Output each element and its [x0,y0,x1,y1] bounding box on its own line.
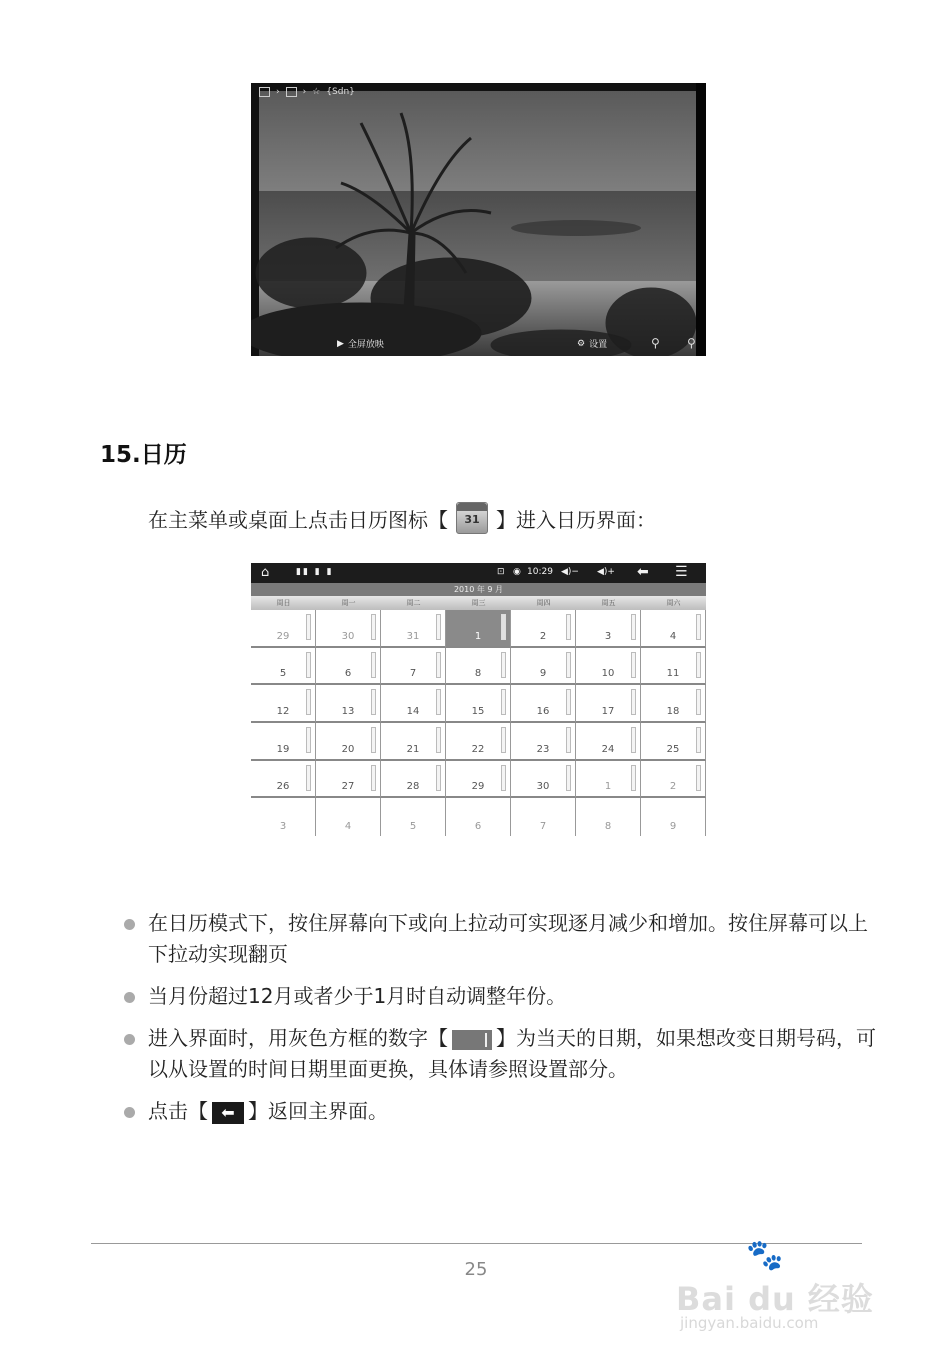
calendar-day-cell[interactable] [641,798,706,836]
calendar-day-cell[interactable] [381,648,446,686]
calendar-day-cell[interactable] [251,723,316,761]
calendar-day-cell[interactable] [641,685,706,723]
calendar-day-cell[interactable] [381,610,446,648]
calendar-day-cell[interactable] [576,798,641,836]
calendar-day-number: 7 [539,821,547,832]
calendar-day-cell[interactable] [511,798,576,836]
bullet-text: 当月份超过12月或者少于1月时自动调整年份。 [148,984,567,1008]
photo-bottom-bar [259,334,696,352]
bullet-icon [124,919,135,930]
calendar-day-number: 31 [406,630,420,642]
calendar-day-number: 15 [471,706,485,717]
calendar-day-cell[interactable] [511,761,576,799]
calendar-day-cell[interactable] [316,723,381,761]
photo-side-bar [696,83,706,356]
bullet-text-before: 点击【 [148,1099,208,1123]
page-number: 25 [464,1259,488,1280]
volume-down-button[interactable]: ◀)− [561,567,579,577]
calendar-day-cell[interactable] [446,723,511,761]
calendar-day-number: 16 [536,706,550,717]
calendar-day-number: 8 [474,668,482,680]
calendar-day-number: 11 [666,668,680,680]
calendar-day-cell[interactable] [381,685,446,723]
calendar-day-cell[interactable] [251,648,316,686]
calendar-day-number: 4 [669,630,677,642]
settings-label: 设置 [589,340,608,350]
calendar-day-number: 8 [604,821,612,832]
calendar-day-number: 12 [276,706,290,717]
calendar-day-cell[interactable] [316,610,381,648]
calendar-app-icon [456,502,488,534]
calendar-icon-number: 31 [464,513,480,526]
calendar-grid [251,610,706,836]
section-title: 15.日历 [100,442,187,468]
calendar-day-cell[interactable] [511,685,576,723]
weekday-label: 周五 [601,599,616,607]
bullet-icon [124,1107,135,1118]
home-icon[interactable] [259,87,270,97]
chevron-right-icon: › [276,87,280,97]
calendar-day-number: 29 [276,630,290,642]
calendar-day-number: 7 [409,668,417,680]
clock-icon: ◉ [513,567,521,577]
list-item [120,908,880,970]
weekday-label: 周日 [276,599,291,607]
calendar-day-cell[interactable] [251,610,316,648]
today-cell-icon [452,1030,492,1050]
notification-icons: ▮▮ ▮ ▮ [296,567,334,577]
month-header: 2010 年 9 月 [251,583,706,596]
back-icon[interactable]: ⬅ [637,564,649,580]
calendar-screenshot [251,563,706,836]
home-icon[interactable]: ⌂ [261,565,270,580]
calendar-day-cell[interactable] [381,723,446,761]
calendar-day-number: 1 [474,630,482,642]
calendar-day-cell[interactable] [641,761,706,799]
calendar-day-cell[interactable] [446,648,511,686]
calendar-day-cell[interactable] [576,610,641,648]
calendar-day-number: 25 [666,743,680,755]
zoom-out-icon[interactable]: ⚲ [651,336,660,350]
status-time: 10:29 [527,567,553,577]
calendar-day-number: 2 [539,630,547,642]
calendar-day-cell[interactable] [446,761,511,799]
calendar-day-cell[interactable] [511,648,576,686]
slideshow-label: 全屏放映 [347,340,384,350]
weekday-label: 周二 [406,599,421,607]
breadcrumb-current[interactable]: {Sdn} [326,87,355,97]
watermark-url: jingyan.baidu.com [680,1314,819,1332]
calendar-day-number: 13 [341,706,355,717]
calendar-day-cell[interactable] [576,761,641,799]
volume-up-button[interactable]: ◀)+ [597,567,615,577]
calendar-day-cell[interactable] [511,610,576,648]
calendar-day-number: 3 [604,630,612,642]
weekday-label: 周六 [666,599,681,607]
calendar-day-cell[interactable] [446,610,511,648]
back-icon: ⬅ [212,1102,244,1124]
calendar-day-cell[interactable] [251,798,316,836]
intro-text-before: 在主菜单或桌面上点击日历图标【 [148,507,448,532]
calendar-day-number: 10 [601,668,615,680]
weekday-header [251,596,706,610]
calendar-day-number: 19 [276,743,290,755]
calendar-day-cell[interactable] [316,648,381,686]
bullet-icon [124,992,135,1003]
calendar-day-number: 29 [471,781,485,793]
bullet-icon [124,1034,135,1045]
star-icon: ☆ [312,87,321,97]
usb-icon: ⊡ [497,567,505,577]
calendar-day-cell[interactable] [446,685,511,723]
calendar-day-cell[interactable] [576,648,641,686]
calendar-day-cell[interactable] [446,798,511,836]
calendar-day-number: 9 [539,668,547,680]
calendar-day-cell[interactable] [641,610,706,648]
weekday-label: 周四 [536,599,551,607]
calendar-day-number: 28 [406,781,420,793]
play-icon: ▶ [337,338,344,349]
calendar-day-cell[interactable] [251,761,316,799]
calendar-day-number: 20 [341,743,355,755]
calendar-day-number: 21 [406,743,420,755]
calendar-day-cell[interactable] [576,723,641,761]
calendar-day-number: 6 [474,821,482,832]
watermark [676,1238,896,1332]
calendar-day-cell[interactable] [316,685,381,723]
calendar-day-number: 4 [344,821,352,832]
slideshow-button[interactable] [337,337,384,350]
chevron-right-icon: › [302,87,307,97]
calendar-day-cell[interactable] [576,685,641,723]
calendar-day-number: 9 [669,821,677,832]
list-item [120,1096,880,1127]
calendar-day-number: 5 [279,668,287,680]
calendar-day-number: 5 [409,821,417,832]
calendar-day-cell[interactable] [251,685,316,723]
calendar-day-number: 23 [536,743,550,755]
calendar-day-number: 30 [341,630,355,642]
status-bar [251,563,706,583]
intro-text-after: 】进入日历界面： [496,507,656,532]
bullet-text-after: 】为当天的日期，如果想改变日期号码，可以从设置的时间日期里面更换，具体请参照设置部分。 [148,1026,876,1081]
folder-icon[interactable] [286,87,297,97]
zoom-in-icon[interactable]: ⚲ [687,336,696,350]
paw-icon: 🐾 [746,1238,784,1273]
calendar-day-cell[interactable] [641,723,706,761]
calendar-day-cell[interactable] [381,761,446,799]
intro-text [148,502,656,534]
settings-button[interactable] [577,337,607,350]
watermark-brand: Bai du 经验 [676,1280,874,1318]
list-item [120,1023,880,1085]
calendar-day-number: 14 [406,706,420,717]
weekday-label: 周一 [341,599,356,607]
bullet-list [120,908,880,1138]
calendar-day-number: 2 [669,781,677,793]
photo-viewer-screenshot [251,83,706,356]
calendar-day-cell[interactable] [316,798,381,836]
calendar-day-number: 22 [471,743,485,755]
calendar-day-number: 30 [536,781,550,793]
gear-icon: ⚙ [577,338,586,349]
bullet-text-before: 进入界面时，用灰色方框的数字【 [148,1026,448,1050]
weekday-label: 周三 [471,599,486,607]
calendar-day-cell[interactable] [381,798,446,836]
calendar-day-number: 24 [601,743,615,755]
calendar-day-number: 1 [604,781,612,793]
calendar-day-number: 26 [276,781,290,793]
calendar-day-number: 3 [279,821,287,832]
bullet-text: 在日历模式下，按住屏幕向下或向上拉动可实现逐月减少和增加。按住屏幕可以上下拉动实现翻页 [148,911,868,966]
menu-icon[interactable]: ☰ [675,564,688,580]
calendar-day-number: 18 [666,706,680,717]
calendar-day-cell[interactable] [641,648,706,686]
calendar-day-cell[interactable] [316,761,381,799]
calendar-day-number: 6 [344,668,352,680]
calendar-day-number: 27 [341,781,355,793]
breadcrumb [259,85,355,99]
calendar-day-number: 17 [601,706,615,717]
palm-tree-illustration [251,83,706,356]
bullet-text-after: 】返回主界面。 [248,1099,388,1123]
calendar-day-cell[interactable] [511,723,576,761]
list-item [120,981,880,1012]
